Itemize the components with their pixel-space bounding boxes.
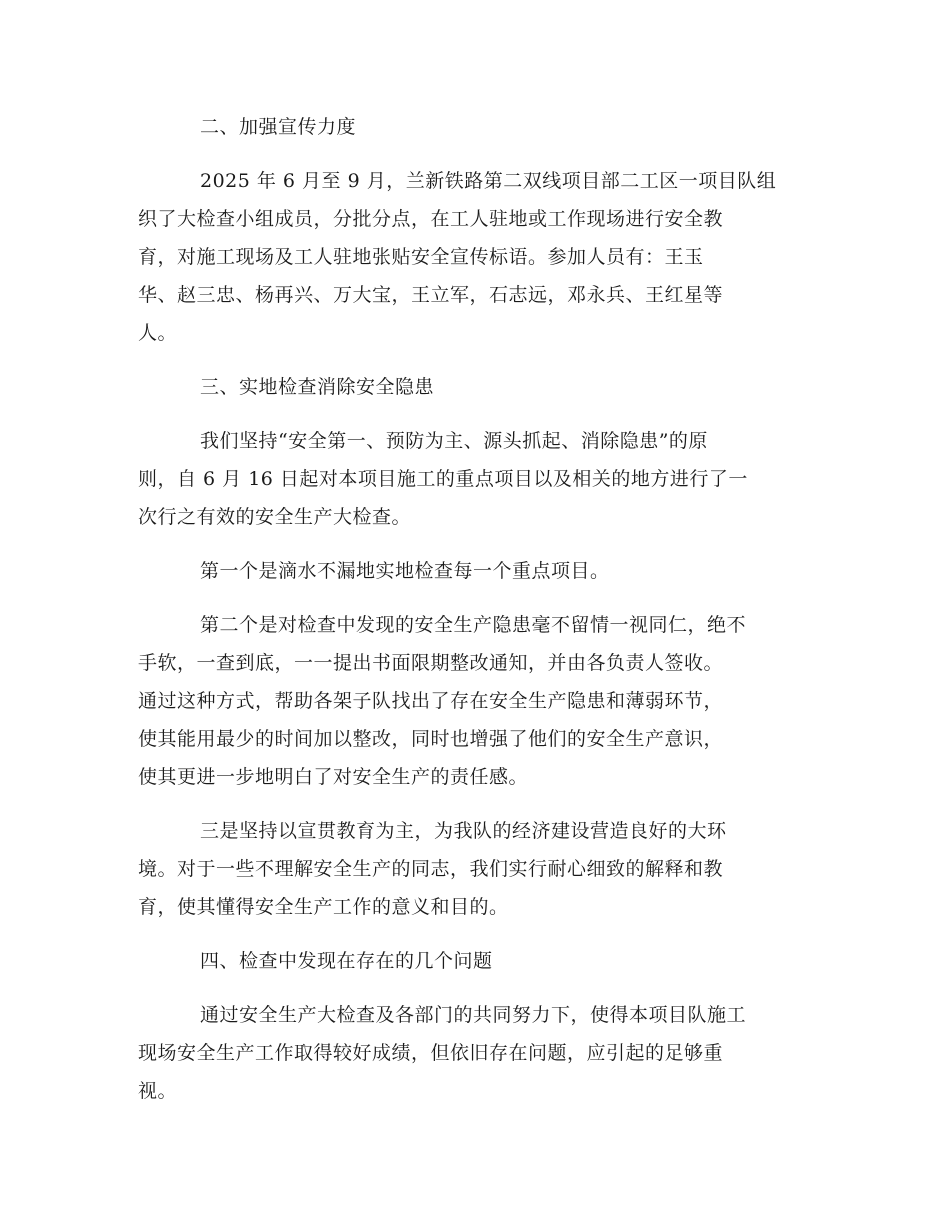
paragraph-third-point [138,812,818,926]
paragraph-line: 2025 年 6 月至 9 月，兰新铁路第二双线项目部二工区一项目队组 [200,170,777,192]
paragraph-line: 通过这种方式，帮助各架子队找出了存在安全生产隐患和薄弱环节， [138,690,724,712]
paragraph-gap [138,536,818,552]
paragraph-line: 次行之有效的安全生产大检查。 [138,506,412,528]
paragraph-line: 通过安全生产大检查及各部门的共同努力下，使得本项目队施工 [200,1004,747,1026]
paragraph-first-point [138,552,818,590]
paragraph-gap [138,352,818,368]
paragraph-line: 境。对于一些不理解安全生产的同志，我们实行耐心细致的解释和教 [138,858,724,880]
section-heading-inspection [138,368,818,406]
paragraph-line: 我们坚持“安全第一、预防为主、源头抓起、消除隐患”的原 [200,430,708,452]
paragraph-gap [138,590,818,606]
paragraph-gap [138,926,818,942]
paragraph-line: 育，对施工现场及工人驻地张贴安全宣传标语。参加人员有：王玉 [138,246,704,268]
paragraph-problems [138,996,818,1110]
paragraph-line: 则，自 6 月 16 日起对本项目施工的重点项目以及相关的地方进行了一 [138,468,748,490]
paragraph-line: 华、赵三忠、杨再兴、万大宝，王立军，石志远，邓永兵、王红星等 [138,284,724,306]
paragraph-gap [138,796,818,812]
heading-text: 四、检查中发现在存在的几个问题 [200,950,493,972]
paragraph-line: 第二个是对检查中发现的安全生产隐患毫不留情一视同仁，绝不 [200,614,747,636]
paragraph-line: 视。 [138,1080,178,1102]
paragraph-gap [138,406,818,422]
section-heading-publicity [138,108,818,146]
paragraph-line: 三是坚持以宣贯教育为主，为我队的经济建设营造良好的大环 [200,820,727,842]
paragraph-line: 使其能用最少的时间加以整改，同时也增强了他们的安全生产意识， [138,728,724,750]
section-heading-problems [138,942,818,980]
paragraph-line: 育，使其懂得安全生产工作的意义和目的。 [138,896,509,918]
paragraph-line: 手软，一查到底，一一提出书面限期整改通知，并由各负责人签收。 [138,652,724,674]
paragraph-line: 现场安全生产工作取得较好成绩，但依旧存在问题，应引起的足够重 [138,1042,724,1064]
paragraph-line: 织了大检查小组成员，分批分点，在工人驻地或工作现场进行安全教 [138,208,724,230]
paragraph-line: 使其更进一步地明白了对安全生产的责任感。 [138,766,529,788]
document-body [138,108,818,1110]
heading-text: 三、实地检查消除安全隐患 [200,376,435,398]
paragraph-principle [138,422,818,536]
paragraph-second-point [138,606,818,796]
paragraph-line: 第一个是滴水不漏地实地检查每一个重点项目。 [200,560,610,582]
paragraph-gap [138,980,818,996]
paragraph-line: 人。 [138,322,178,344]
paragraph-gap [138,146,818,162]
paragraph-publicity [138,162,818,352]
heading-text: 二、加强宣传力度 [200,116,357,138]
